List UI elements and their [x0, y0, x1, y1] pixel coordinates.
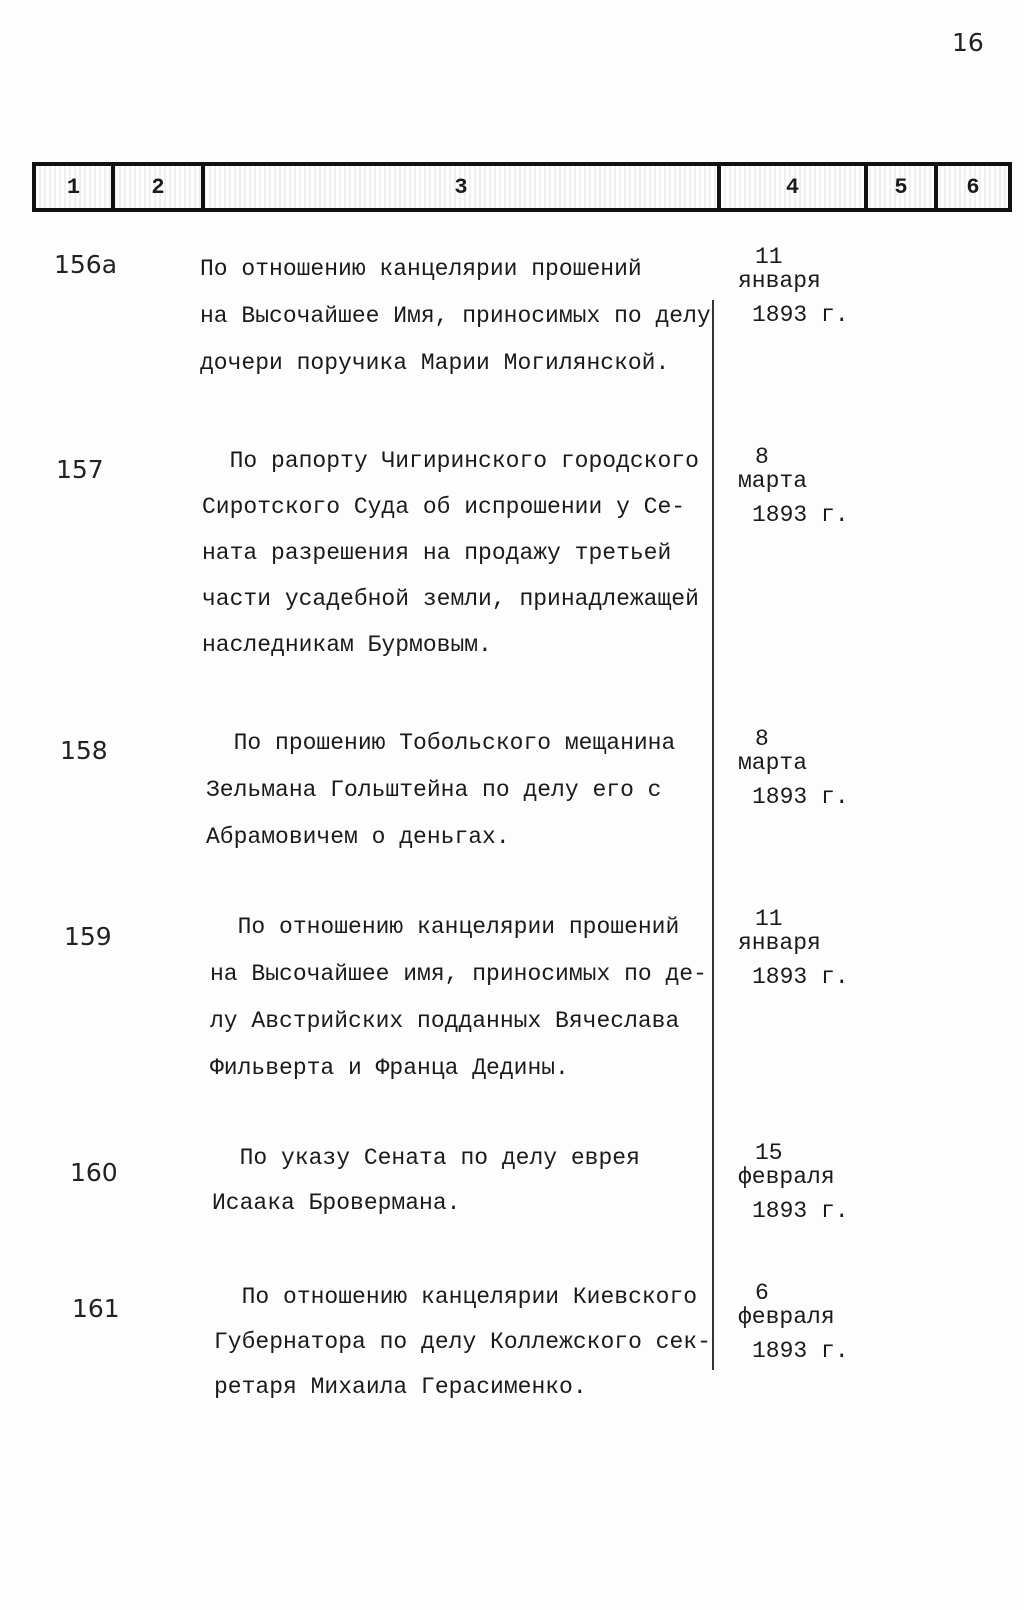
- date-year: 1893 г.: [752, 502, 849, 528]
- header-col-4: 4: [721, 166, 868, 208]
- entry-text-line: ната разрешения на продажу третьей: [202, 540, 672, 566]
- entry-number: 156а: [54, 250, 118, 279]
- date-month: января: [738, 268, 821, 294]
- entry-number: 159: [64, 922, 112, 951]
- entry-number: 158: [60, 736, 108, 765]
- header-col-5: 5: [868, 166, 938, 208]
- entry-text-line: По отношению канцелярии прошений: [210, 914, 680, 940]
- entry-text-line: на Высочайшее имя, приносимых по де-: [210, 961, 707, 987]
- entry-text-line: По указу Сената по делу еврея: [212, 1145, 640, 1171]
- entry-text-line: Губернатора по делу Коллежского сек-: [214, 1329, 711, 1355]
- entry-text-line: Исаака Бровермана.: [212, 1190, 461, 1216]
- date-month: февраля: [738, 1164, 835, 1190]
- entry-number: 157: [56, 455, 104, 484]
- entry-text-line: По рапорту Чигиринского городского: [202, 448, 699, 474]
- date-month: января: [738, 930, 821, 956]
- date-year: 1893 г.: [752, 964, 849, 990]
- page-number: 16: [952, 28, 984, 57]
- date-day: 11: [755, 906, 783, 932]
- date-day: 11: [755, 244, 783, 270]
- entry-text-line: Фильверта и Франца Дедины.: [210, 1055, 569, 1081]
- header-col-1: 1: [36, 166, 115, 208]
- date-day: 6: [755, 1280, 769, 1306]
- date-day: 8: [755, 444, 769, 470]
- entry-text-line: По отношению канцелярии Киевского: [214, 1284, 698, 1310]
- entry-number: 161: [72, 1294, 120, 1323]
- entry-text-line: Сиротского Суда об испрошении у Се-: [202, 494, 686, 520]
- entry-text-line: Абрамовичем о деньгах.: [206, 824, 510, 850]
- date-year: 1893 г.: [752, 1198, 849, 1224]
- date-year: 1893 г.: [752, 1338, 849, 1364]
- date-month: февраля: [738, 1304, 835, 1330]
- entry-text-line: По отношению канцелярии прошений: [200, 256, 642, 282]
- header-col-3: 3: [205, 166, 721, 208]
- entry-text-line: Зельмана Гольштейна по делу его с: [206, 777, 662, 803]
- entry-text-line: части усадебной земли, принадлежащей: [202, 586, 699, 612]
- header-col-2: 2: [115, 166, 205, 208]
- date-year: 1893 г.: [752, 784, 849, 810]
- entry-text-line: дочери поручика Марии Могилянской.: [200, 350, 670, 376]
- date-month: марта: [738, 468, 808, 494]
- entry-text-line: наследникам Бурмовым.: [202, 632, 492, 658]
- column-divider: [712, 300, 714, 1370]
- table-header: [32, 162, 1012, 212]
- entry-number: 160: [70, 1158, 118, 1187]
- date-day: 8: [755, 726, 769, 752]
- entry-text-line: лу Австрийских подданных Вячеслава: [210, 1008, 680, 1034]
- date-month: марта: [738, 750, 808, 776]
- entry-text-line: ретаря Михаила Герасименко.: [214, 1374, 587, 1400]
- header-col-6: 6: [966, 174, 980, 200]
- date-year: 1893 г.: [752, 302, 849, 328]
- entry-text-line: на Высочайшее Имя, приносимых по делу: [200, 303, 711, 329]
- date-day: 15: [755, 1140, 783, 1166]
- entry-text-line: По прошению Тобольского мещанина: [206, 730, 676, 756]
